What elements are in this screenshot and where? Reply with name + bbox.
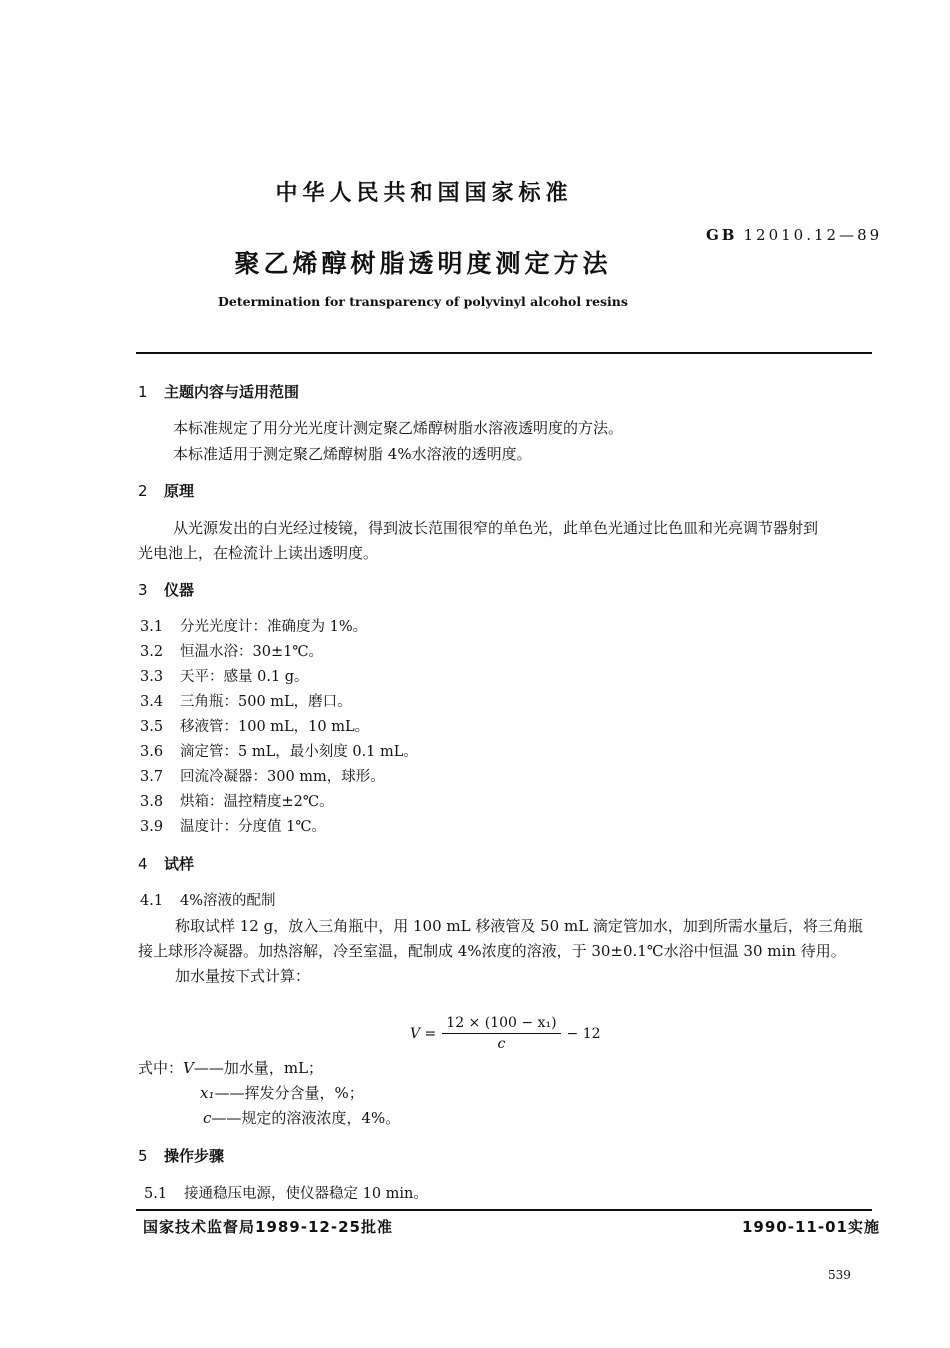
instrument-item [140,765,385,786]
instrument-item [140,690,352,711]
symbol-v: V [183,1059,194,1077]
symbol-c-description: ——规定的溶液浓度，4%。 [211,1109,401,1127]
section-title: 仪器 [164,581,195,599]
item-number: 3.7 [140,769,164,785]
section-2-line-1: 从光源发出的白光经过棱镜，得到波长范围很窄的单色光，此单色光通过比色皿和光亮调节器射到 [173,519,819,537]
document-subtitle: Determination for transparency of polyvinyl alcohol resins [218,294,628,309]
item-text: 天平：感量 0.1 g。 [180,669,309,685]
section-4-heading [138,853,194,874]
section-title: 原理 [164,482,195,500]
instrument-item [140,665,309,686]
formula-denominator: c [497,1036,506,1052]
item-text: 4%溶液的配制 [180,893,276,909]
standard-prefix: GB [706,226,738,244]
effective-date: 1990-11-01实施 [742,1218,880,1236]
section-3-heading [138,579,194,600]
water-amount-formula [410,1015,601,1052]
item-number: 3.4 [140,694,164,710]
instrument-item [140,640,323,661]
item-text: 恒温水浴：30±1℃。 [180,644,324,660]
approval-note: 国家技术监督局1989-12-25批准 [143,1218,393,1236]
national-standard-heading: 中华人民共和国国家标准 [275,181,573,206]
section-title: 主题内容与适用范围 [164,383,300,401]
item-number: 3.8 [140,794,164,810]
item-number: 3.2 [140,644,164,660]
instrument-item [140,740,418,761]
section-number: 2 [138,482,148,500]
section-1-paragraph-2: 本标准适用于测定聚乙烯醇树脂 4%水溶液的透明度。 [173,445,532,463]
instrument-item [140,715,369,736]
instrument-item [140,615,367,636]
where-line-v [138,1057,323,1078]
item-text: 移液管：100 mL，10 mL。 [180,719,370,735]
section-1-heading [138,381,299,402]
section-title: 操作步骤 [164,1147,225,1165]
page-number: 539 [828,1268,851,1282]
item-text: 接通稳压电源，使仪器稳定 10 min。 [184,1186,428,1202]
subsection-4-1-heading [140,889,276,910]
header-divider [136,352,872,354]
formula-numerator: 12 × (100 − x₁) [442,1015,560,1034]
section-number: 4 [138,855,148,873]
section-1-paragraph-1: 本标准规定了用分光光度计测定聚乙烯醇树脂水溶液透明度的方法。 [173,419,624,437]
item-number: 3.3 [140,669,164,685]
item-text: 分光光度计：准确度为 1%。 [180,619,368,635]
formula-lhs: V = [410,1025,437,1042]
instrument-item [140,790,334,811]
section-number: 3 [138,581,148,599]
item-number: 3.5 [140,719,164,735]
symbol-v-description: ——加水量，mL； [193,1059,324,1077]
where-line-c [203,1107,400,1128]
section-4-line-3: 加水量按下式计算： [175,967,311,985]
item-text: 滴定管：5 mL，最小刻度 0.1 mL。 [180,744,418,760]
item-text: 回流冷凝器：300 mm，球形。 [180,769,385,785]
section-4-line-2: 接上球形冷凝器。加热溶解，冷至室温，配制成 4%浓度的溶液，于 30±0.1℃水浴中恒温 30 min 待用。 [138,942,846,960]
where-line-x1 [200,1082,364,1103]
item-number: 3.9 [140,819,164,835]
section-2-heading [138,480,194,501]
symbol-x1-description: ——挥发分含量，%； [214,1084,364,1102]
section-2-line-2: 光电池上，在检流计上读出透明度。 [138,544,379,562]
where-intro: 式中： [138,1059,184,1077]
footer-divider [136,1209,872,1211]
document-title: 聚乙烯醇树脂透明度测定方法 [234,249,612,278]
step-item [144,1182,428,1203]
item-number: 3.6 [140,744,164,760]
symbol-x1: x₁ [200,1084,215,1102]
item-number: 3.1 [140,619,164,635]
section-number: 5 [138,1147,148,1165]
formula-rhs: − 12 [566,1025,601,1042]
item-number: 4.1 [140,893,164,909]
instrument-item [140,815,326,836]
standard-number [706,226,882,244]
formula-fraction [442,1015,560,1052]
standard-code: 12010.12—89 [743,226,883,244]
section-5-heading [138,1145,224,1166]
section-4-line-1: 称取试样 12 g，放入三角瓶中，用 100 mL 移液管及 50 mL 滴定管加水，加到所需水量后，将三角瓶 [175,917,863,935]
symbol-c: c [203,1109,212,1127]
item-text: 烘箱：温控精度±2℃。 [180,794,334,810]
section-number: 1 [138,383,148,401]
item-text: 温度计：分度值 1℃。 [180,819,327,835]
item-text: 三角瓶：500 mL，磨口。 [180,694,352,710]
item-number: 5.1 [144,1186,168,1202]
section-title: 试样 [164,855,195,873]
